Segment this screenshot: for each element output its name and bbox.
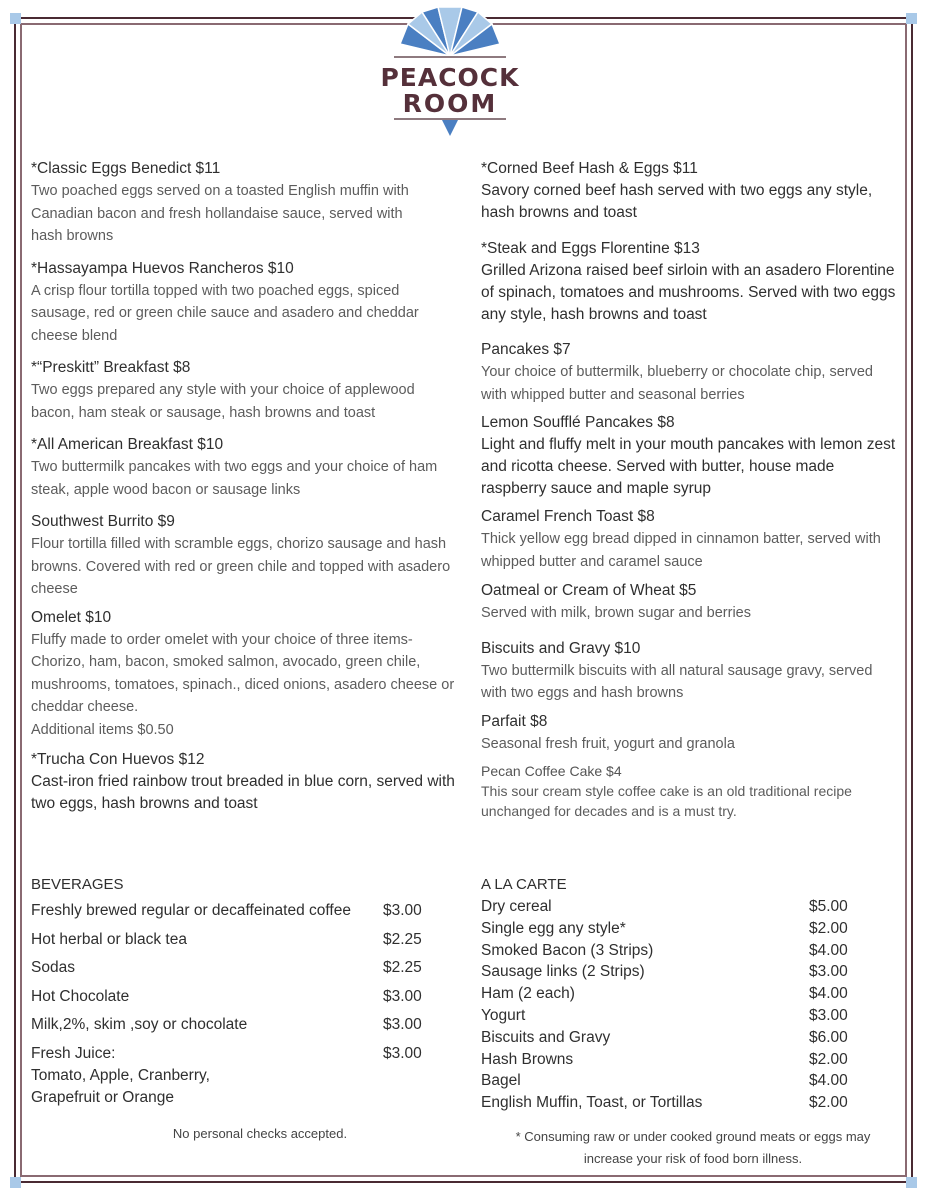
menu-item-title: *Trucha Con Huevos $12 <box>31 751 205 768</box>
menu-item-desc: Your choice of buttermilk, blueberry or chocolate chip, served with whipped butter and seasonal berries <box>481 364 873 403</box>
a-la-carte-name: Yogurt <box>481 1006 526 1024</box>
beverage-row <box>31 1043 431 1109</box>
menu-item-title: *All American Breakfast $10 <box>31 436 224 453</box>
beverage-price: $2.25 <box>383 959 422 976</box>
menu-item <box>481 237 896 326</box>
menu-item <box>481 411 896 500</box>
a-la-carte-row <box>481 961 861 983</box>
menu-item <box>31 157 456 248</box>
menu-item <box>31 257 456 348</box>
a-la-carte-price: $3.00 <box>809 1006 848 1024</box>
frame-bottom-inner <box>20 1175 906 1177</box>
a-la-carte-row <box>481 983 861 1005</box>
a-la-carte-name: Sausage links (2 Strips) <box>481 963 645 981</box>
beverage-row <box>31 929 431 951</box>
a-la-carte-row <box>481 918 861 940</box>
beverage-row <box>31 986 431 1008</box>
menu-item <box>31 606 456 742</box>
menu-item-desc: Two poached eggs served on a toasted English muffin with Canadian bacon and fresh hollandaise sauce, served with hash browns <box>31 183 409 244</box>
frame-right-inner <box>905 23 907 1177</box>
menu-item-desc: This sour cream style coffee cake is an old traditional recipe unchanged for decades and is a must try. <box>481 783 852 819</box>
menu-item-title: Oatmeal or Cream of Wheat $5 <box>481 582 697 599</box>
menu-item-title: *Classic Eggs Benedict $11 <box>31 160 221 177</box>
menu-item <box>481 761 896 821</box>
a-la-carte-price: $2.00 <box>809 919 848 937</box>
a-la-carte-price: $2.00 <box>809 1094 848 1112</box>
frame-bottom-outer <box>14 1181 912 1183</box>
menu-item-desc: Savory corned beef hash served with two eggs any style, hash browns and toast <box>481 182 873 221</box>
menu-item-desc: Seasonal fresh fruit, yogurt and granola <box>481 735 735 752</box>
menu-item-title: Southwest Burrito $9 <box>31 513 175 530</box>
menu-item-desc: Served with milk, brown sugar and berries <box>481 605 751 621</box>
beverages-section <box>31 874 431 1115</box>
menu-item-desc: Light and fluffy melt in your mouth pancakes with lemon zest and ricotta cheese. Served with butter, house made raspberry sauce and maple syrup <box>481 436 896 497</box>
a-la-carte-price: $4.00 <box>809 941 848 959</box>
beverage-name: Sodas <box>31 959 75 976</box>
beverage-name: Freshly brewed regular or decaffeinated coffee <box>31 902 351 919</box>
a-la-carte-row <box>481 896 861 918</box>
a-la-carte-name: English Muffin, Toast, or Tortillas <box>481 1094 703 1112</box>
menu-item-title: *“Preskitt” Breakfast $8 <box>31 359 191 376</box>
menu-item <box>31 748 456 815</box>
beverage-row <box>31 900 431 922</box>
a-la-carte-name: Hash Browns <box>481 1050 574 1068</box>
menu-item-desc: Two buttermilk biscuits with all natural sausage gravy, served with two eggs and hash browns <box>481 662 873 701</box>
menu-item-desc: Thick yellow egg bread dipped in cinnamon batter, served with whipped butter and caramel sauce <box>481 531 881 570</box>
menu-item <box>481 637 896 705</box>
menu-item-title: Lemon Soufflé Pancakes $8 <box>481 414 675 431</box>
menu-item-desc: Cast-iron fried rainbow trout breaded in blue corn, served with two eggs, hash browns and toast <box>31 773 455 812</box>
menu-item-extra: Additional items $0.50 <box>31 721 174 738</box>
logo <box>372 6 528 138</box>
frame-left-inner <box>20 23 22 1177</box>
a-la-carte-row <box>481 1027 861 1049</box>
a-la-carte-name: Bagel <box>481 1072 521 1090</box>
food-safety-note-line-1: * Consuming raw or under cooked ground meats or eggs may <box>515 1129 871 1144</box>
menu-item <box>481 710 896 756</box>
a-la-carte-section <box>481 874 861 1114</box>
menu-item-desc: Grilled Arizona raised beef sirloin with an asadero Florentine of spinach, tomatoes and mushrooms. Served with two eggs any style, hash browns and toast <box>481 262 896 323</box>
frame-corner-bottom-right <box>906 1177 917 1188</box>
food-safety-note <box>478 1126 908 1170</box>
beverage-row <box>31 957 431 979</box>
a-la-carte-row <box>481 1092 861 1114</box>
menu-item-title: *Steak and Eggs Florentine $13 <box>481 240 700 257</box>
beverage-name: Fresh Juice: Tomato, Apple, Cranberry, Grapefruit or Orange <box>31 1044 210 1106</box>
menu-item <box>481 505 896 573</box>
menu-item <box>481 157 896 224</box>
menu-item <box>481 579 896 625</box>
menu-item <box>481 338 896 406</box>
logo-line-2: ROOM <box>402 89 498 118</box>
menu-item-title: *Corned Beef Hash & Eggs $11 <box>481 160 698 177</box>
menu-item-title: Pancakes $7 <box>481 341 571 358</box>
menu-item-desc: Fluffy made to order omelet with your choice of three items- Chorizo, ham, bacon, smoked salmon, avocado, green chile, mushrooms, tomatoes, spinach., diced onions, asadero cheese or cheddar cheese. <box>31 631 455 715</box>
menu-item <box>31 433 456 501</box>
beverage-name: Hot Chocolate <box>31 987 130 1005</box>
menu-item-title: Parfait $8 <box>481 712 548 730</box>
beverage-price: $3.00 <box>383 987 422 1005</box>
menu-item-desc: A crisp flour tortilla topped with two poached eggs, spiced sausage, red or green chile sauce and asadero and cheddar cheese blend <box>31 282 419 344</box>
a-la-carte-price: $5.00 <box>809 898 848 915</box>
beverages-title: BEVERAGES <box>31 876 124 893</box>
a-la-carte-name: Smoked Bacon (3 Strips) <box>481 941 654 959</box>
beverage-price: $3.00 <box>383 902 422 919</box>
a-la-carte-name: Dry cereal <box>481 898 552 915</box>
menu-item-title: Biscuits and Gravy $10 <box>481 639 641 657</box>
food-safety-note-line-2: increase your risk of food born illness. <box>583 1151 803 1166</box>
a-la-carte-price: $4.00 <box>809 1072 848 1090</box>
menu-item <box>31 356 456 424</box>
menu-column-left <box>31 157 456 825</box>
a-la-carte-title: A LA CARTE <box>481 876 567 893</box>
beverage-price: $3.00 <box>383 1044 422 1062</box>
menu-item <box>31 510 456 601</box>
a-la-carte-price: $3.00 <box>809 963 848 981</box>
menu-item-desc: Two eggs prepared any style with your choice of applewood bacon, ham steak or sausage, hash browns and toast <box>31 382 415 421</box>
a-la-carte-price: $6.00 <box>809 1028 848 1046</box>
a-la-carte-row <box>481 1049 861 1071</box>
beverage-price: $3.00 <box>383 1016 422 1033</box>
a-la-carte-row <box>481 940 861 962</box>
menu-item-title: Omelet $10 <box>31 608 112 626</box>
menu-item-desc: Flour tortilla filled with scramble eggs, chorizo sausage and hash browns. Covered with red or green chile and topped with asadero cheese <box>31 536 451 597</box>
menu-column-right <box>481 157 896 831</box>
a-la-carte-row <box>481 1070 861 1092</box>
a-la-carte-price: $4.00 <box>809 985 848 1003</box>
frame-right-outer <box>911 17 913 1183</box>
a-la-carte-name: Biscuits and Gravy <box>481 1028 611 1046</box>
frame-corner-top-right <box>906 13 917 24</box>
menu-item-title: Pecan Coffee Cake $4 <box>481 763 622 779</box>
payment-note: No personal checks accepted. <box>172 1126 348 1141</box>
menu-item-desc: Two buttermilk pancakes with two eggs and your choice of ham steak, apple wood bacon or sausage links <box>31 459 438 498</box>
beverage-name: Hot herbal or black tea <box>31 930 187 948</box>
a-la-carte-name: Ham (2 each) <box>481 985 575 1003</box>
a-la-carte-row <box>481 1005 861 1027</box>
frame-left-outer <box>14 17 16 1183</box>
beverage-row <box>31 1014 431 1036</box>
a-la-carte-name: Single egg any style* <box>481 919 626 937</box>
menu-item-title: *Hassayampa Huevos Rancheros $10 <box>31 259 294 277</box>
beverage-price: $2.25 <box>383 930 422 948</box>
frame-corner-bottom-left <box>10 1177 21 1188</box>
beverage-name: Milk,2%, skim ,soy or chocolate <box>31 1016 248 1033</box>
logo-line-1: PEACOCK <box>380 63 520 92</box>
menu-item-title: Caramel French Toast $8 <box>481 508 655 525</box>
a-la-carte-price: $2.00 <box>809 1050 848 1068</box>
frame-corner-top-left <box>10 13 21 24</box>
